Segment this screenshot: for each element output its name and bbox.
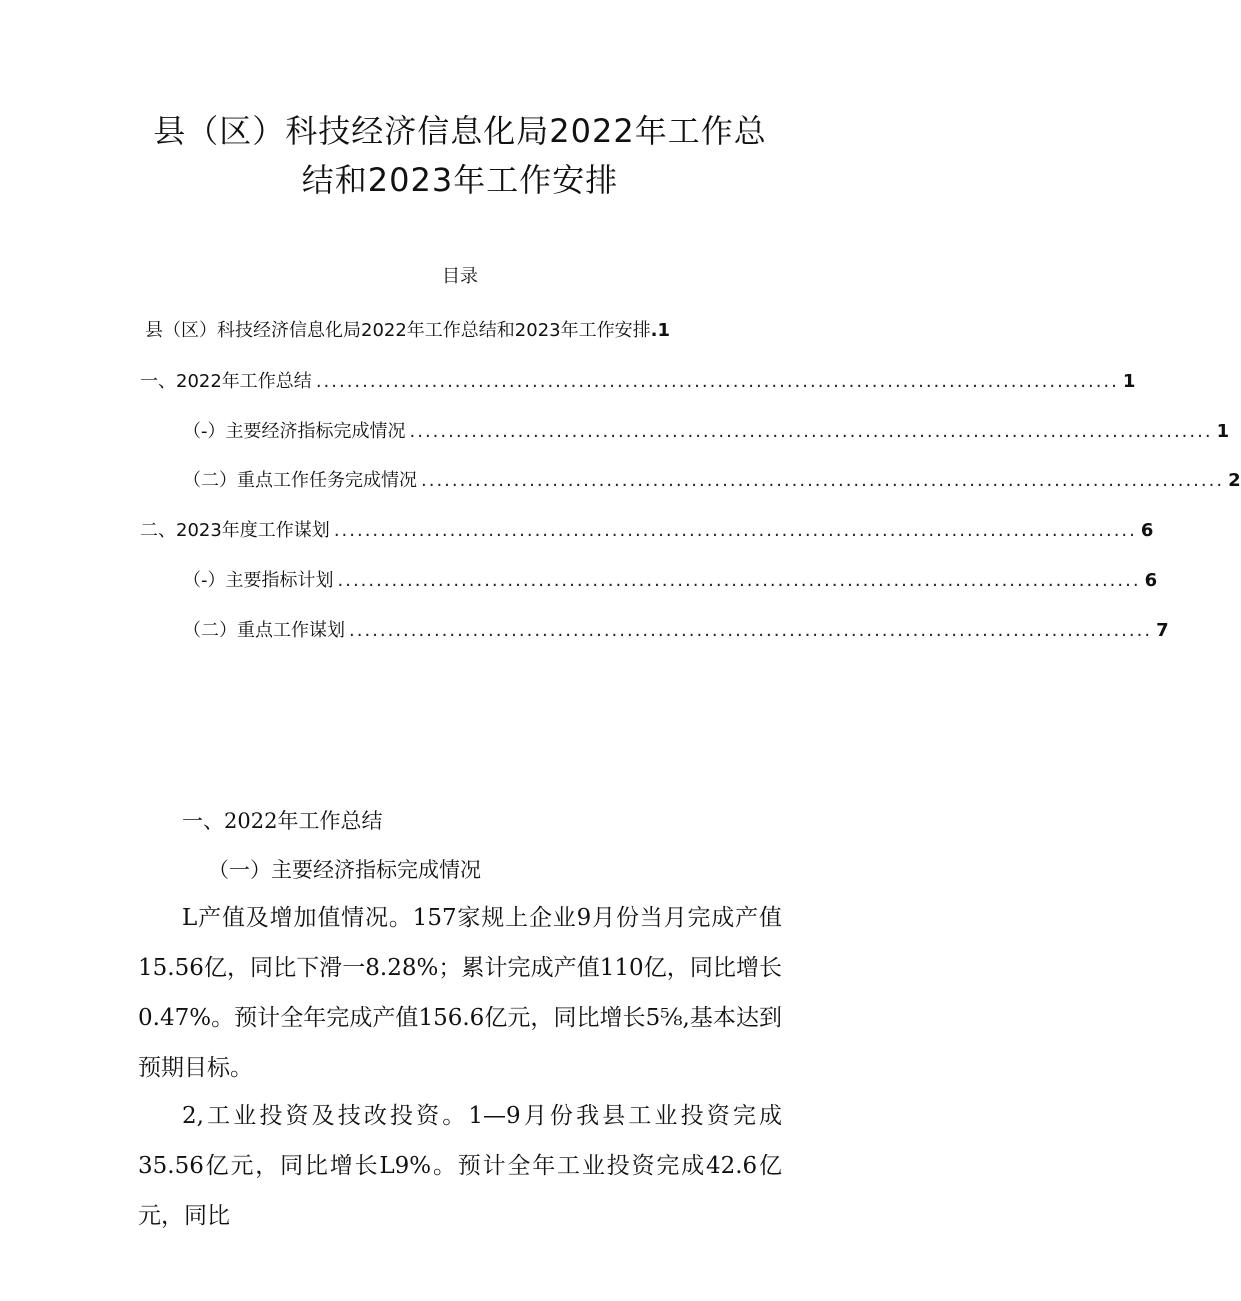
toc-leader-dots: ........................................................................................................: [421, 470, 1225, 491]
toc-entry-label: （二）重点工作谋划: [183, 620, 345, 641]
toc-leader-dots: ........................................................................................................: [409, 421, 1213, 442]
toc-entry-page: 2: [1228, 470, 1241, 491]
document-title-line-2: 结和2023年工作安排: [301, 161, 619, 199]
toc-entry[interactable]: [145, 316, 775, 340]
toc-entry-label: （二）重点工作任务完成情况: [183, 470, 417, 491]
toc-entry-page: .1: [650, 320, 670, 341]
toc-leader-dots: ........................................................................................................: [333, 520, 1137, 541]
toc-leader-dots: ........................................................................................................: [337, 570, 1141, 591]
toc-entry[interactable]: [183, 417, 1230, 442]
toc-entry[interactable]: [183, 566, 1158, 591]
toc-entry-label: 二、2023年度工作谋划: [140, 520, 330, 541]
toc-entry-label: （-）主要指标计划: [183, 570, 334, 591]
toc-entry-page: 7: [1156, 620, 1169, 641]
toc-entry-page: 6: [1140, 520, 1154, 541]
toc-entry[interactable]: [140, 516, 1154, 541]
toc-entry-page: 1: [1122, 371, 1136, 392]
toc-entry-label: （-）主要经济指标完成情况: [183, 421, 406, 442]
toc-entry[interactable]: [183, 616, 1169, 641]
toc-leader-dots: ........................................................................................................: [315, 371, 1119, 392]
toc-entry-label: 一、2022年工作总结: [140, 371, 312, 392]
toc-entry[interactable]: [140, 367, 1136, 392]
toc-entry-page: 1: [1216, 421, 1230, 442]
toc-leader-dots: ........................................................................................................: [349, 620, 1153, 641]
document-title-line-1: 县（区）科技经济信息化局2022年工作总: [153, 112, 767, 150]
body-paragraph: 2,工业投资及技改投资。1—9月份我县工业投资完成35.56亿元，同比增长L9%。预计全年工业投资完成42.6亿元，同比: [138, 1103, 782, 1229]
body-paragraph: L产值及增加值情况。157家规上企业9月份当月完成产值15.56亿，同比下滑一8.28%；累计完成产值110亿，同比增长0.47%。预计全年完成产值156.6亿元，同比增长5⅝,基本达到预期目标。: [138, 905, 782, 1081]
toc-entry-label: 县（区）科技经济信息化局2022年工作总结和2023年工作安排: [145, 320, 651, 341]
toc-entry[interactable]: [183, 466, 1241, 491]
section-heading: 一、2022年工作总结: [182, 809, 383, 833]
toc-heading: 目录: [442, 266, 478, 287]
toc-entry-page: 6: [1144, 570, 1158, 591]
subsection-heading: （一）主要经济指标完成情况: [208, 858, 481, 882]
